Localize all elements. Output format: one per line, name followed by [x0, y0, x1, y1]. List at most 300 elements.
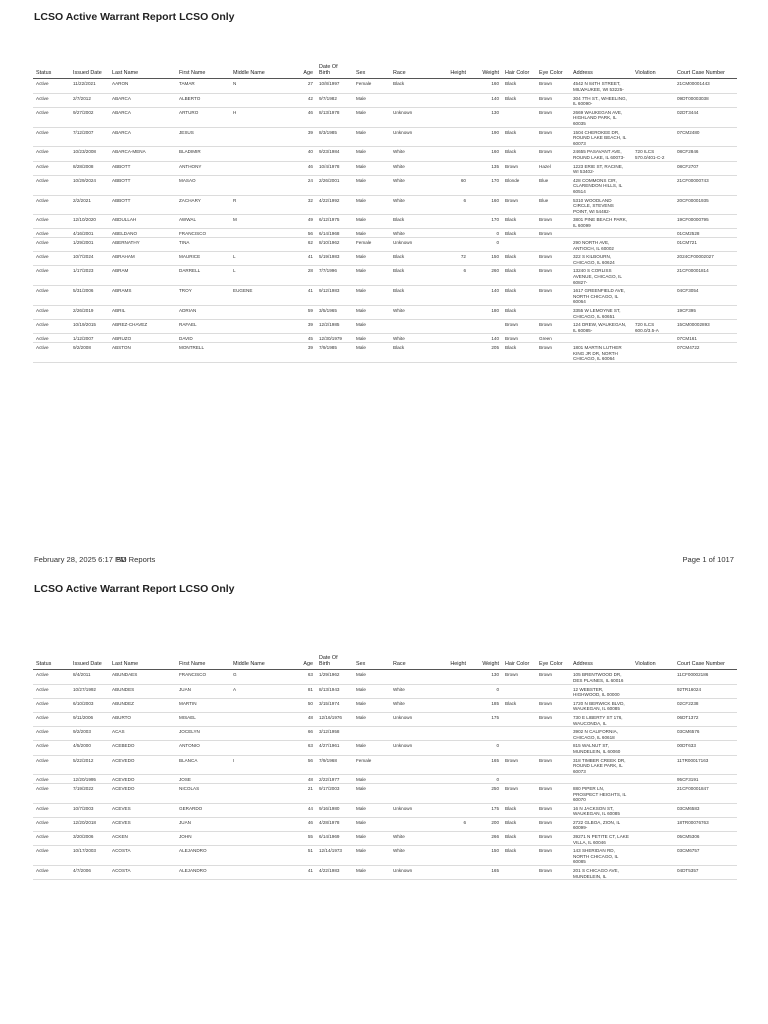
table-cell: Brown: [536, 229, 570, 238]
table-cell: 20CF00001935: [674, 195, 737, 215]
column-header: Issued Date: [70, 654, 109, 670]
table-cell: 135: [469, 161, 502, 175]
table-cell: AWWAL: [176, 215, 230, 229]
table-cell: [230, 727, 286, 741]
table-cell: Brown: [536, 670, 570, 684]
table-cell: ABRUZO: [109, 334, 176, 343]
table-cell: EUGENE: [230, 286, 286, 306]
table-row: [33, 866, 737, 880]
table-cell: [632, 817, 674, 831]
table-cell: 140: [469, 286, 502, 306]
table-cell: [632, 306, 674, 320]
table-cell: [390, 670, 435, 684]
table-cell: [230, 161, 286, 175]
table-cell: [230, 238, 286, 252]
column-header: Sex: [353, 63, 390, 79]
table-cell: Male: [353, 161, 390, 175]
table-cell: 49: [286, 215, 316, 229]
table-cell: Male: [353, 803, 390, 817]
table-cell: 62: [286, 238, 316, 252]
table-cell: 1/29/1962: [316, 670, 353, 684]
column-header: First Name: [176, 63, 230, 79]
table-cell: 56: [286, 229, 316, 238]
table-cell: Active: [33, 783, 70, 803]
column-header: Court Case Number: [674, 654, 737, 670]
table-cell: Male: [353, 775, 390, 784]
table-cell: [632, 161, 674, 175]
table-cell: ACEVEDO: [109, 755, 176, 775]
table-cell: Active: [33, 846, 70, 866]
table-cell: [435, 107, 469, 127]
table-cell: 46: [286, 107, 316, 127]
table-cell: White: [390, 334, 435, 343]
table-cell: 0: [469, 229, 502, 238]
table-cell: 01CM2528: [674, 229, 737, 238]
table-cell: 165: [469, 866, 502, 880]
footer-source: SD Reports: [116, 555, 156, 564]
table-cell: 1223 ERIE ST, RACINE, WI 53402-: [570, 161, 632, 175]
table-cell: ACEBEDO: [109, 741, 176, 755]
table-cell: 66: [286, 727, 316, 741]
table-cell: Black: [502, 803, 536, 817]
table-cell: 205: [469, 342, 502, 362]
table-cell: [632, 93, 674, 107]
table-cell: 130: [469, 107, 502, 127]
table-cell: ACEVEDO: [109, 775, 176, 784]
table-cell: ALEJANDRO: [176, 846, 230, 866]
table-cell: MISAEL: [176, 712, 230, 726]
table-cell: Male: [353, 93, 390, 107]
table-cell: 12/30/1979: [316, 334, 353, 343]
table-cell: 9/2/2008: [70, 342, 109, 362]
table-cell: Black: [502, 817, 536, 831]
table-cell: [570, 334, 632, 343]
table-cell: 9/11/2006: [70, 712, 109, 726]
table-cell: 12/20/2018: [70, 817, 109, 831]
table-cell: 32: [286, 195, 316, 215]
table-cell: Active: [33, 93, 70, 107]
table-cell: 45: [286, 334, 316, 343]
table-cell: ACOSTA: [109, 866, 176, 880]
table-cell: [230, 320, 286, 334]
table-cell: Brown: [536, 93, 570, 107]
table-cell: Active: [33, 775, 70, 784]
table-cell: 21CM00001443: [674, 79, 737, 93]
table-cell: [435, 320, 469, 334]
table-cell: Unknown: [390, 238, 435, 252]
table-cell: Blue: [536, 195, 570, 215]
table-cell: Active: [33, 334, 70, 343]
table-cell: 39: [286, 320, 316, 334]
table-cell: 2669 WAUKEGAN AVE, HIGHLAND PARK, IL 60035: [570, 107, 632, 127]
table-cell: Active: [33, 342, 70, 362]
table-row: [33, 252, 737, 266]
table-cell: [536, 306, 570, 320]
table-row: [33, 107, 737, 127]
table-cell: 4/7/2006: [70, 866, 109, 880]
table-cell: 10/4/1978: [316, 161, 353, 175]
table-cell: 175: [469, 803, 502, 817]
table-cell: ANTHONY: [176, 161, 230, 175]
table-cell: Brown: [536, 698, 570, 712]
table-cell: [390, 320, 435, 334]
table-cell: 0: [469, 775, 502, 784]
table-cell: 8/13/1978: [316, 107, 353, 127]
table-cell: Brown: [536, 266, 570, 286]
table-cell: 150: [469, 252, 502, 266]
table-cell: 7/7/1996: [316, 266, 353, 286]
table-cell: Brown: [536, 79, 570, 93]
table-cell: 143 SHERIDAN RD, NORTH CHICAGO, IL 60085: [570, 846, 632, 866]
table-row: [33, 846, 737, 866]
table-cell: [536, 684, 570, 698]
table-header-row: [33, 63, 737, 79]
table-cell: G: [230, 670, 286, 684]
table-cell: 185: [469, 698, 502, 712]
table-cell: 48: [286, 775, 316, 784]
table-cell: Male: [353, 252, 390, 266]
table-cell: ACOSTA: [109, 846, 176, 866]
table-cell: 304 7TH ST., WHEELING, IL 60090-: [570, 93, 632, 107]
table-cell: [435, 670, 469, 684]
table-cell: 44: [286, 803, 316, 817]
table-cell: 4/27/1961: [316, 741, 353, 755]
table-cell: Brown: [536, 817, 570, 831]
table-cell: 10/7/2003: [70, 803, 109, 817]
table-cell: TINA: [176, 238, 230, 252]
table-cell: 200: [469, 817, 502, 831]
table-cell: Active: [33, 698, 70, 712]
table-cell: Female: [353, 79, 390, 93]
table-cell: [230, 846, 286, 866]
table-cell: 06DT1372: [674, 712, 737, 726]
table-cell: 24655 PASAVANT AVE, ROUND LAKE, IL 60073-: [570, 147, 632, 161]
table-cell: ABUNDAES: [109, 670, 176, 684]
table-cell: 02CF2238: [674, 698, 737, 712]
table-cell: Male: [353, 670, 390, 684]
table-cell: 180: [469, 306, 502, 320]
table-cell: Active: [33, 229, 70, 238]
table-cell: 9/23/1984: [316, 147, 353, 161]
table-cell: 04CF3054: [674, 286, 737, 306]
table-row: [33, 238, 737, 252]
table-cell: Black: [390, 252, 435, 266]
table-cell: MONTRELL: [176, 342, 230, 362]
table-cell: Brown: [502, 670, 536, 684]
table-cell: ABARCA-MENA: [109, 147, 176, 161]
table-cell: [435, 698, 469, 712]
table-cell: [230, 229, 286, 238]
table-cell: JESUS: [176, 127, 230, 147]
table-cell: [353, 727, 390, 741]
table-cell: [632, 832, 674, 846]
table-cell: 41: [286, 286, 316, 306]
footer-date: February 28, 2025 6:17 PM: [34, 555, 127, 564]
table-cell: Male: [353, 266, 390, 286]
table-cell: [632, 866, 674, 880]
table-cell: [632, 727, 674, 741]
column-header: Height: [435, 63, 469, 79]
table-cell: [230, 741, 286, 755]
table-cell: MAURICE: [176, 252, 230, 266]
table-cell: 04DT5357: [674, 866, 737, 880]
column-header: Weight: [469, 63, 502, 79]
table-cell: Active: [33, 127, 70, 147]
table-cell: Male: [353, 229, 390, 238]
table-cell: [632, 698, 674, 712]
table-cell: Male: [353, 127, 390, 147]
table-cell: Active: [33, 712, 70, 726]
table-cell: Brown: [536, 803, 570, 817]
table-cell: Black: [502, 229, 536, 238]
table-cell: 41: [286, 866, 316, 880]
table-cell: White: [390, 147, 435, 161]
table-cell: 21CF00001814: [674, 266, 737, 286]
table-cell: 322 S KILBOURN, CHICAGO, IL 60624: [570, 252, 632, 266]
table-row: [33, 783, 737, 803]
table-cell: 7/9/1985: [316, 342, 353, 362]
table-cell: Male: [353, 306, 390, 320]
table-cell: [435, 93, 469, 107]
column-header: Sex: [353, 654, 390, 670]
table-cell: Active: [33, 286, 70, 306]
table-cell: ACKEN: [109, 832, 176, 846]
table-row: [33, 712, 737, 726]
table-cell: 10/19/2015: [70, 320, 109, 334]
table-cell: [435, 147, 469, 161]
table-cell: ABSTON: [109, 342, 176, 362]
table-cell: White: [390, 195, 435, 215]
table-cell: 46: [286, 817, 316, 831]
warrant-table: [33, 654, 737, 880]
table-cell: Male: [353, 175, 390, 195]
table-cell: Unknown: [390, 127, 435, 147]
table-cell: [632, 684, 674, 698]
table-cell: 190: [469, 127, 502, 147]
table-cell: [230, 775, 286, 784]
table-cell: Brown: [536, 320, 570, 334]
table-cell: [632, 783, 674, 803]
table-cell: 165: [469, 755, 502, 775]
table-cell: 6/10/2003: [70, 698, 109, 712]
table-cell: [435, 229, 469, 238]
table-cell: [230, 698, 286, 712]
table-row: [33, 775, 737, 784]
table-cell: Unknown: [390, 712, 435, 726]
table-cell: 6/14/1969: [316, 832, 353, 846]
table-cell: ABRAHAM: [109, 252, 176, 266]
table-cell: [632, 334, 674, 343]
table-cell: 12/2/1985: [316, 320, 353, 334]
table-cell: ABDULLAH: [109, 215, 176, 229]
table-cell: 5/19/1983: [316, 252, 353, 266]
table-cell: 10/17/2003: [70, 846, 109, 866]
table-cell: Male: [353, 712, 390, 726]
table-cell: [230, 306, 286, 320]
table-cell: 6: [435, 266, 469, 286]
table-cell: ABBOTT: [109, 175, 176, 195]
table-cell: 09DT00003038: [674, 93, 737, 107]
table-row: [33, 229, 737, 238]
table-row: [33, 741, 737, 755]
table-row: [33, 306, 737, 320]
table-cell: Active: [33, 195, 70, 215]
table-cell: 130: [469, 670, 502, 684]
table-cell: 3355 W LEMOYNE ST, CHICAGO, IL 60651: [570, 306, 632, 320]
table-row: [33, 79, 737, 93]
table-cell: 9/12/1983: [316, 286, 353, 306]
table-cell: [632, 252, 674, 266]
table-cell: 9/17/2003: [316, 783, 353, 803]
table-cell: [435, 286, 469, 306]
table-cell: Active: [33, 161, 70, 175]
table-cell: [435, 127, 469, 147]
table-cell: TROY: [176, 286, 230, 306]
table-cell: 7/12/2007: [70, 127, 109, 147]
table-cell: [435, 755, 469, 775]
table-cell: [536, 741, 570, 755]
table-cell: L: [230, 252, 286, 266]
table-cell: ADRIAN: [176, 306, 230, 320]
table-cell: 11/22/2021: [70, 79, 109, 93]
table-cell: 8/28/2008: [70, 161, 109, 175]
table-cell: [632, 755, 674, 775]
table-cell: Brown: [536, 147, 570, 161]
table-cell: ACEVES: [109, 817, 176, 831]
table-cell: 07CM4722: [674, 342, 737, 362]
table-cell: Active: [33, 832, 70, 846]
table-cell: [632, 127, 674, 147]
table-row: [33, 803, 737, 817]
table-cell: Black: [390, 266, 435, 286]
table-cell: 250: [469, 783, 502, 803]
table-cell: White: [390, 229, 435, 238]
table-cell: H: [230, 107, 286, 127]
table-cell: White: [390, 306, 435, 320]
table-cell: Brown: [502, 195, 536, 215]
table-cell: [435, 215, 469, 229]
table-cell: 12 WEBSTER, HIGHWOOD, IL 00000: [570, 684, 632, 698]
table-cell: [435, 803, 469, 817]
table-row: [33, 670, 737, 684]
table-cell: 03CM6757: [674, 846, 737, 866]
table-cell: 201 S CHICAGO AVE, MUNDELEIN, IL: [570, 866, 632, 880]
table-cell: 10/7/2024: [70, 252, 109, 266]
table-cell: Black: [502, 832, 536, 846]
table-cell: JOSE: [176, 775, 230, 784]
table-cell: 15CM00002893: [674, 320, 737, 334]
table-cell: Unknown: [390, 866, 435, 880]
table-cell: ABARCA: [109, 107, 176, 127]
table-cell: Active: [33, 670, 70, 684]
table-cell: 290 NORTH AVE, ANTIOCH, IL 60002: [570, 238, 632, 252]
table-row: [33, 334, 737, 343]
table-cell: M: [230, 215, 286, 229]
table-row: [33, 832, 737, 846]
column-header: Hair Color: [502, 654, 536, 670]
column-header: Address: [570, 63, 632, 79]
table-cell: 19CF395: [674, 306, 737, 320]
table-cell: Male: [353, 783, 390, 803]
table-cell: 8/13/1943: [316, 684, 353, 698]
table-cell: Black: [502, 215, 536, 229]
table-cell: [632, 229, 674, 238]
table-cell: 40: [286, 147, 316, 161]
table-cell: Male: [353, 698, 390, 712]
table-cell: 3/5/1965: [316, 306, 353, 320]
table-cell: Active: [33, 175, 70, 195]
table-cell: [435, 306, 469, 320]
table-cell: [570, 775, 632, 784]
table-cell: [632, 670, 674, 684]
table-cell: ABERNATHY: [109, 238, 176, 252]
table-cell: MARTIN: [176, 698, 230, 712]
table-row: [33, 342, 737, 362]
table-cell: Unknown: [390, 803, 435, 817]
table-cell: Female: [353, 238, 390, 252]
table-cell: 1801 MARTIN LUTHER KING JR DR, NORTH CHICAGO, IL 60064: [570, 342, 632, 362]
table-cell: [536, 727, 570, 741]
table-cell: Male: [353, 147, 390, 161]
table-cell: Black: [390, 342, 435, 362]
table-cell: 720 ILCS 600.0/3.5-A: [632, 320, 674, 334]
table-cell: Active: [33, 266, 70, 286]
column-header: Middle Name: [230, 63, 286, 79]
table-row: [33, 175, 737, 195]
table-cell: 4/22/1992: [316, 195, 353, 215]
table-cell: 1/12/2007: [70, 334, 109, 343]
table-cell: ZACHARY: [176, 195, 230, 215]
table-row: [33, 195, 737, 215]
table-cell: Black: [390, 286, 435, 306]
table-cell: 5310 WOODLAND CIRCLE, STEVENS POINT, WI 54482-: [570, 195, 632, 215]
table-cell: [435, 712, 469, 726]
table-cell: Active: [33, 684, 70, 698]
table-cell: 8/10/1962: [316, 238, 353, 252]
table-cell: 815 WALNUT ST, MUNDELEIN, IL 60060: [570, 741, 632, 755]
table-cell: [469, 320, 502, 334]
column-header: Height: [435, 654, 469, 670]
table-cell: 13240 S CORLISS AVENUE, CHICAGO, IL 60827-: [570, 266, 632, 286]
table-cell: 10/27/1992: [70, 684, 109, 698]
table-cell: [230, 832, 286, 846]
table-cell: 1720 N BERWICK BLVD, WAUKEGAN, IL 60085: [570, 698, 632, 712]
table-cell: [502, 684, 536, 698]
column-header: Violation: [632, 654, 674, 670]
table-cell: [230, 127, 286, 147]
table-cell: 39: [286, 127, 316, 147]
table-cell: [632, 712, 674, 726]
table-cell: [435, 334, 469, 343]
table-cell: FRANCISCO: [176, 670, 230, 684]
table-cell: 10/29/2024: [70, 175, 109, 195]
footer-page-number: Page 1 of 1017: [682, 555, 734, 564]
table-cell: [502, 712, 536, 726]
table-cell: White: [390, 175, 435, 195]
table-cell: [435, 238, 469, 252]
table-cell: 150: [469, 846, 502, 866]
table-row: [33, 320, 737, 334]
table-cell: [536, 238, 570, 252]
table-cell: 105 BRENTWOOD DR, DES PLAINES, IL 60016: [570, 670, 632, 684]
table-row: [33, 727, 737, 741]
table-cell: Active: [33, 252, 70, 266]
table-cell: Brown: [502, 783, 536, 803]
table-cell: Male: [353, 107, 390, 127]
table-cell: 3/15/1974: [316, 698, 353, 712]
table-header-row: [33, 654, 737, 670]
table-cell: Brown: [536, 286, 570, 306]
